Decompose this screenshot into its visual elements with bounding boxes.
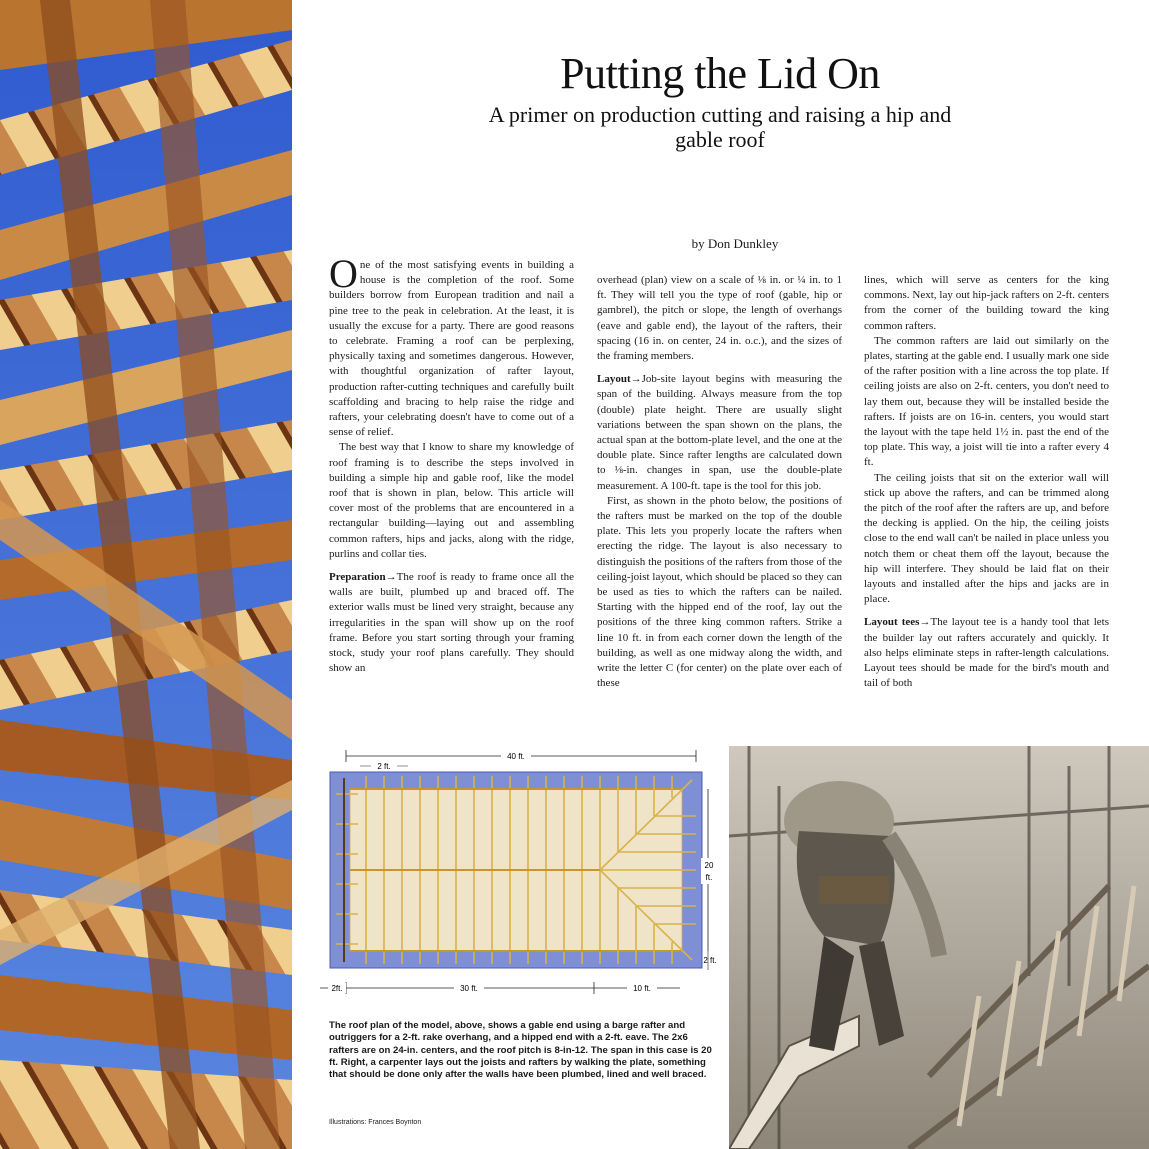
body-column-2 bbox=[597, 273, 842, 738]
paragraph: overhead (plan) view on a scale of ⅛ in. or ¼ in. to 1 ft. They will tell you the type of roof (gable, hip or gambrel), the pitch or slope, the length of overhangs (eave and gable end), the layout of the rafters, their spacing (16 in. on center, 24 in. o.c.), and the sizes of the framing members. bbox=[597, 274, 842, 363]
dim-overall-length: 40 ft. bbox=[507, 752, 525, 761]
section-paragraph: Layout→Job-site layout begins with measuring the span of the building. Always measure from the top (double) plate height. There are usually slight variations between the span shown on the plans, the actual span at the bottom-plate level, and the one at the double plate. Since rafter lengths are calculated down to ⅛-in. changes in span, use the double-plate measurement. A 100-ft. tape is the tool for this job. bbox=[597, 373, 842, 492]
figure-caption: The roof plan of the model, above, shows a gable end using a barge rafter and outriggers for a 2-ft. rake overhang, and a hipped end with a 2-ft. eave. The 2x6 rafters are on 24-in. centers, and the roof pitch is 8-in-12. The span in this case is 20 ft. Right, a carpenter lays out the joists and rafters by walking the plate, something that should be done only after the walls have been plumbed, lined and well braced. bbox=[329, 1020, 712, 1081]
roof-framing-photo bbox=[0, 0, 292, 1149]
carpenter-illustration bbox=[729, 746, 1149, 1149]
roof-framing-illustration bbox=[0, 0, 292, 1149]
dim-rake-overhang: 2 ft. bbox=[377, 762, 391, 771]
section-paragraph: Layout tees→The layout tee is a handy tool that lets the builder lay out rafters accurately and quickly. It also helps eliminate steps in rafter-length calculations. Layout tees should be made for the bird's mouth and tail of both bbox=[864, 616, 1109, 690]
dim-gable-section: 30 ft. bbox=[460, 984, 478, 993]
paragraph: The best way that I know to share my knowledge of roof framing is to describe the steps involved in building a simple hip and gable roof, like the model roof that is shown in plan, below. This article will cover most of the problems that are encountered in a rectangular building—laying out and assembling common rafters, hips and jacks, along with the ridge, purlins and collar ties. bbox=[329, 441, 574, 560]
illustration-credit: Illustrations: Frances Boynton bbox=[329, 1119, 422, 1126]
section-heading: Layout tees bbox=[864, 616, 920, 629]
dim-span-unit: ft. bbox=[705, 873, 713, 882]
section-heading: Layout bbox=[597, 373, 631, 386]
body-column-3 bbox=[864, 273, 1109, 738]
body-column-1 bbox=[329, 258, 574, 723]
roof-plan-diagram bbox=[316, 744, 722, 998]
dim-eave: 2 ft. bbox=[703, 956, 717, 965]
paragraph: The common rafters are laid out similarly on the plates, starting at the gable end. I usually mark one side of the rafter position with a line across the top plate. If ceiling joists are also on 2-ft. centers, you don't need to lay them out, because they will be installed beside the rafters. If joists are on 16-in. centers, you would start the layout with the tape held 1½ in. past the end of the top plate. This way, a joist will tie into a rafter every 4 ft. bbox=[864, 334, 1109, 469]
byline: by Don Dunkley bbox=[691, 236, 779, 251]
carpenter-photo bbox=[729, 746, 1149, 1149]
dim-gable-overhang: 2ft. bbox=[331, 984, 343, 993]
paragraph: The ceiling joists that sit on the exterior wall will stick up above the rafters, and can be trimmed along the pitch of the roof after the rafters are up, and before the decking is applied. On the hip, the ceiling joists close to the end wall can't be nailed in place unless you notch them or cheat them off the layout, because the hip will interfere. They should be laid flat on their layouts and installed after the hips and jacks are in place. bbox=[864, 471, 1109, 606]
dim-hip-section: 10 ft. bbox=[633, 984, 651, 993]
section-paragraph: Preparation→The roof is ready to frame once all the walls are built, plumbed up and braced off. The exterior walls must be lined very straight, because any irregularities in the span will show up on the roof frame. Before you start sorting through your framing stock, study your roof plans carefully. They should show an bbox=[329, 571, 574, 675]
paragraph: One of the most satisfying events in building a house is the completion of the roof. Some builders borrow from European tradition and nail a pine tree to the peak in celebration. At the least, it is usually the excuse for a party. There are good reasons to celebrate. Framing a roof can be perplexing, physically taxing and sometimes dangerous. However, with thoughtful organization of rafter layout, production rafter-cutting techniques and carefully built scaffolding and bracing to help raise the ridge and rafters, your celebrating doesn't have to come out of a sense of relief. bbox=[329, 258, 574, 439]
article-title: Putting the Lid On bbox=[560, 49, 880, 98]
drop-cap: O bbox=[329, 258, 358, 296]
section-heading: Preparation bbox=[329, 571, 386, 584]
paragraph: First, as shown in the photo below, the positions of the rafters must be marked on the top of the double plate. This lets you properly locate the rafters when erecting the ridge. The layout is also necessary to distinguish the positions of the rafters from those of the ceiling-joist layout, which should be placed so they can be used as ties to which the rafters can be nailed. Starting with the hipped end of the roof, lay out the positions of the three king common rafters. Strike a line 10 ft. in from each corner down the length of the building, as well as one midway along the width, and write the letter C (for center) on the plate over each of these bbox=[597, 494, 842, 690]
paragraph: lines, which will serve as centers for the king commons. Next, lay out hip-jack rafters on 2-ft. centers from the corner of the building toward the king common rafters. bbox=[864, 274, 1109, 332]
dim-span-number: 20 bbox=[704, 861, 714, 870]
article-subtitle: A primer on production cutting and raising a hip and gable roof bbox=[488, 102, 952, 152]
